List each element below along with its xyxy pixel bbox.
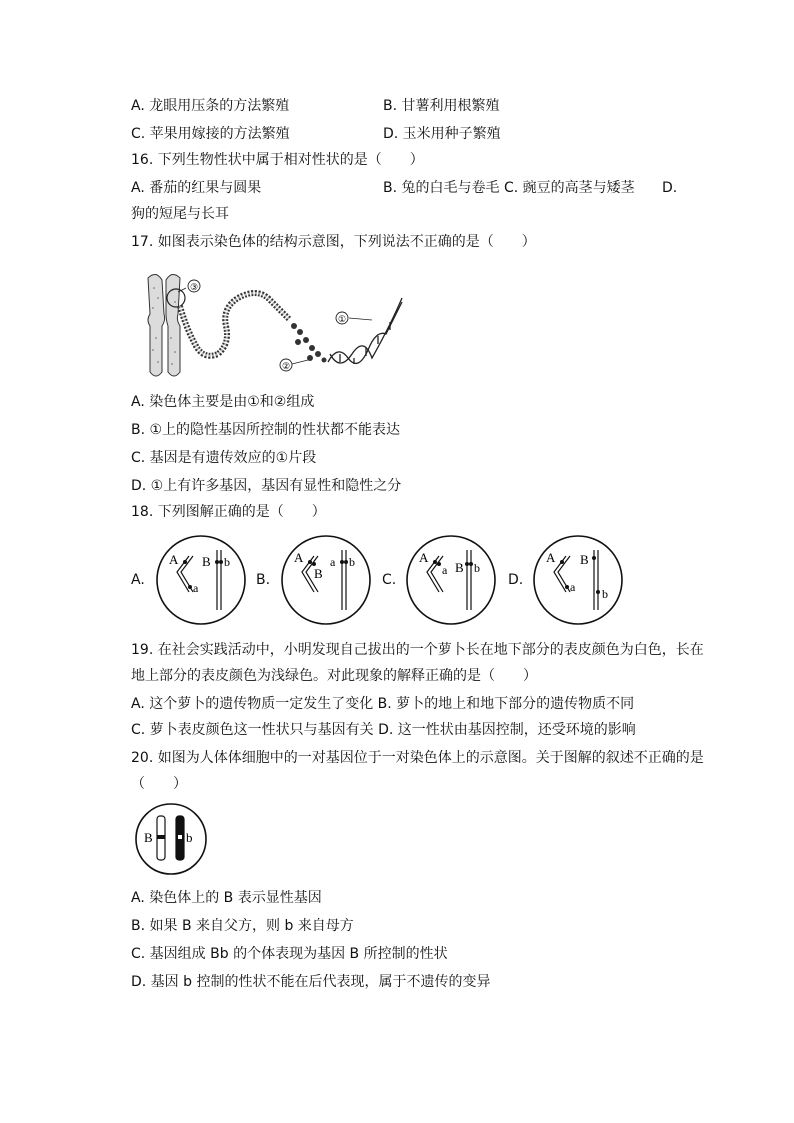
q19-options-cd: C. 萝卜表皮颜色这一性状只与基因有关 D. 这一性状由基因控制，还受环境的影响: [131, 722, 636, 738]
gene-a-upper: A: [294, 550, 304, 565]
q16-option-bc: B. 兔的白毛与卷毛 C. 豌豆的高茎与矮茎: [383, 180, 635, 196]
q15-option-a: A. 龙眼用压条的方法繁殖: [131, 98, 290, 114]
gene-a-upper: A: [419, 550, 429, 565]
q20-option-b: B. 如果 B 来自父方，则 b 来自母方: [131, 918, 354, 934]
q18-option-b-letter: B.: [256, 572, 271, 588]
chromosome-shape: [148, 274, 180, 376]
q16-option-d-text: 狗的短尾与长耳: [131, 206, 229, 222]
label-3: ③: [189, 282, 199, 292]
q20-option-a: A. 染色体上的 B 表示显性基因: [131, 890, 322, 906]
q17-stem: 17. 如图表示染色体的结构示意图，下列说法不正确的是（ ）: [131, 234, 536, 250]
q16-stem: 16. 下列生物性状中属于相对性状的是（ ）: [131, 152, 424, 168]
gene-a-lower: a: [330, 555, 336, 569]
q17-option-b: B. ①上的隐性基因所控制的性状都不能表达: [131, 422, 401, 438]
q15-option-c: C. 苹果用嫁接的方法繁殖: [131, 126, 290, 142]
gene-a-lower: a: [570, 580, 576, 594]
nucleosome-beads: [291, 323, 327, 363]
q18-option-a-letter: A.: [131, 572, 145, 588]
gene-b-lower: b: [349, 555, 355, 569]
q18-diagram-d: [532, 534, 624, 626]
label-1: ①: [337, 314, 347, 324]
chromosome-structure-figure: [140, 268, 410, 386]
gene-a-lower: a: [193, 581, 199, 595]
q19-options-ab: A. 这个萝卜的遗传物质一定发生了变化 B. 萝卜的地上和地下部分的遗传物质不同: [131, 696, 635, 712]
q18-diagram-b: [280, 534, 372, 626]
q20-stem-line2: （ ）: [131, 776, 187, 792]
gene-a-upper: A: [169, 552, 179, 567]
q16-option-a: A. 番茄的红果与圆果: [131, 180, 262, 196]
q18-diagram-c: [405, 534, 497, 626]
q18-option-c-letter: C.: [382, 572, 397, 588]
q17-option-d: D. ①上有许多基因，基因有显性和隐性之分: [131, 478, 402, 494]
gene-b-lower-label: b: [186, 830, 193, 845]
gene-b-upper-label: B: [144, 830, 153, 845]
gene-a-lower: a: [442, 563, 448, 577]
label-2: ②: [281, 361, 291, 371]
q19-stem-line1: 19. 在社会实践活动中，小明发现自己拔出的一个萝卜长在地下部分的表皮颜色为白色，长在: [131, 642, 704, 658]
q17-option-c: C. 基因是有遗传效应的①片段: [131, 450, 317, 466]
q18-stem: 18. 下列图解正确的是（ ）: [131, 504, 326, 520]
gene-b-lower: b: [602, 587, 608, 601]
q20-stem-line1: 20. 如图为人体体细胞中的一对基因位于一对染色体上的示意图。关于图解的叙述不正确的是: [131, 750, 704, 766]
q17-option-a: A. 染色体主要是由①和②组成: [131, 394, 315, 410]
q16-option-d-prefix: D.: [662, 180, 678, 196]
q18-diagram-a: [155, 534, 247, 626]
q18-option-d-letter: D.: [508, 572, 524, 588]
q20-option-c: C. 基因组成 Bb 的个体表现为基因 B 所控制的性状: [131, 946, 448, 962]
gene-b-upper: B: [314, 566, 323, 581]
gene-b-lower: b: [474, 561, 480, 575]
q15-option-d: D. 玉米用种子繁殖: [383, 126, 501, 142]
q15-option-b: B. 甘薯利用根繁殖: [383, 98, 500, 114]
gene-b-lower: b: [224, 555, 230, 569]
gene-a-upper: A: [546, 550, 556, 565]
q20-chromosome-pair-figure: [134, 802, 208, 876]
dna-double-helix: [328, 298, 402, 364]
q19-stem-line2: 地上部分的表皮颜色为浅绿色。对此现象的解释正确的是（ ）: [131, 668, 537, 684]
q20-option-d: D. 基因 b 控制的性状不能在后代表现，属于不遗传的变异: [131, 974, 491, 990]
gene-b-upper: B: [455, 560, 464, 575]
gene-b-upper: B: [202, 554, 211, 569]
gene-b-upper: B: [580, 552, 589, 567]
